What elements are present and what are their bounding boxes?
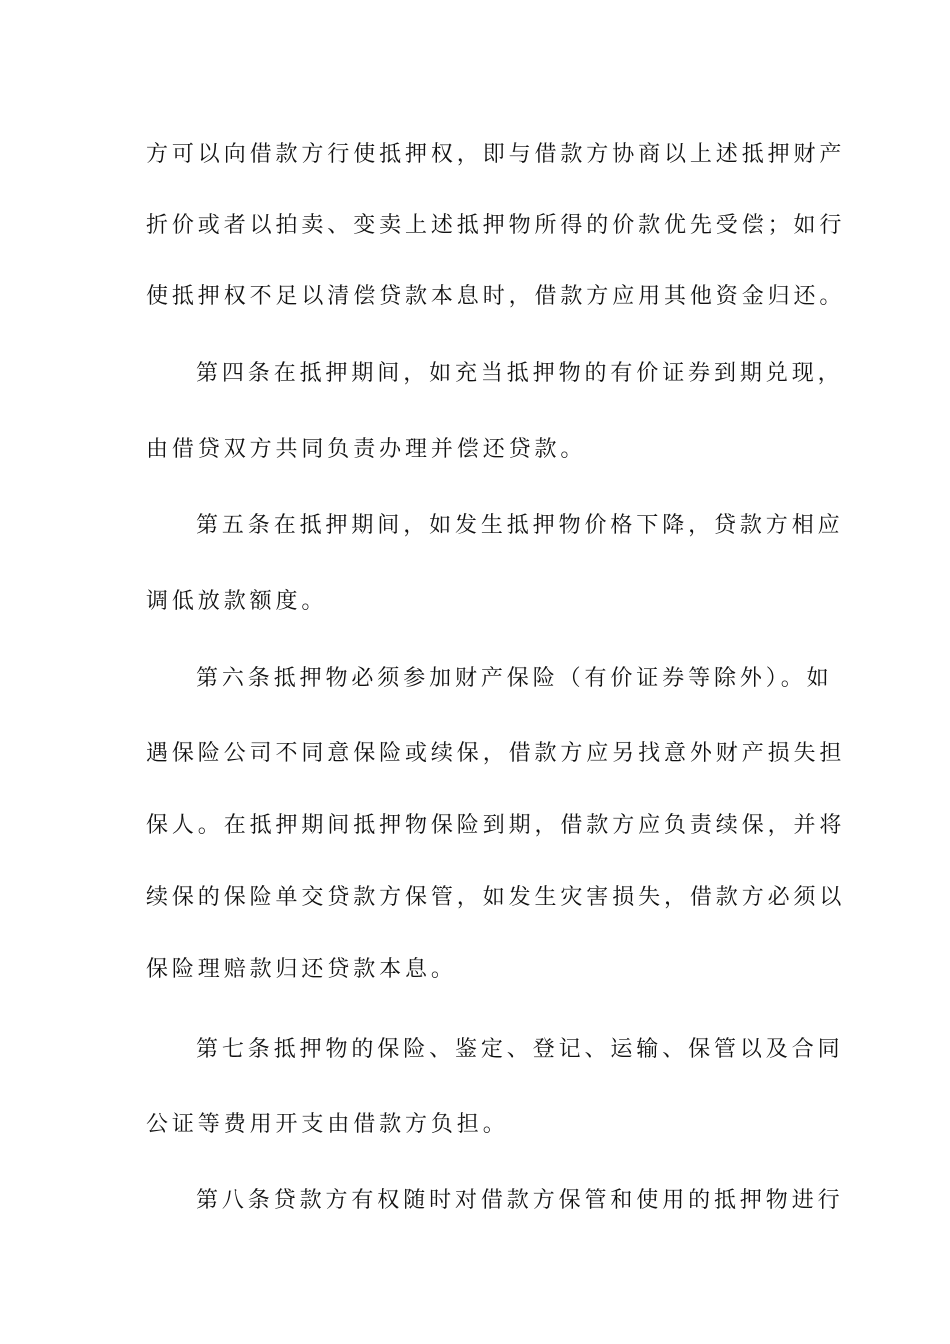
text-line-6: 第五条在抵押期间，如发生抵押物价格下降，贷款方相应 [196,513,844,538]
text-line-3: 使抵押权不足以清偿贷款本息时，借款方应用其他资金归还。 [146,284,846,309]
text-line-8: 第六条抵押物必须参加财产保险（有价证券等除外）。如 [196,666,833,691]
text-line-9: 遇保险公司不同意保险或续保，借款方应另找意外财产损失担 [146,741,846,766]
text-line-7: 调低放款额度。 [146,589,328,614]
text-line-11: 续保的保险单交贷款方保管，如发生灾害损失，借款方必须以 [146,885,846,910]
text-line-12: 保险理赔款归还贷款本息。 [146,957,457,982]
text-line-1: 方可以向借款方行使抵押权，即与借款方协商以上述抵押财产 [146,142,846,167]
text-line-2: 折价或者以拍卖、变卖上述抵押物所得的价款优先受偿；如行 [146,213,846,238]
text-line-5: 由借贷双方共同负责办理并偿还贷款。 [146,437,587,462]
text-line-15: 第八条贷款方有权随时对借款方保管和使用的抵押物进行 [196,1188,844,1213]
text-line-10: 保人。在抵押期间抵押物保险到期，借款方应负责续保，并将 [146,813,846,838]
text-line-13: 第七条抵押物的保险、鉴定、登记、运输、保管以及合同 [196,1037,844,1062]
text-line-14: 公证等费用开支由借款方负担。 [146,1112,509,1137]
text-line-4: 第四条在抵押期间，如充当抵押物的有价证券到期兑现， [196,361,844,386]
